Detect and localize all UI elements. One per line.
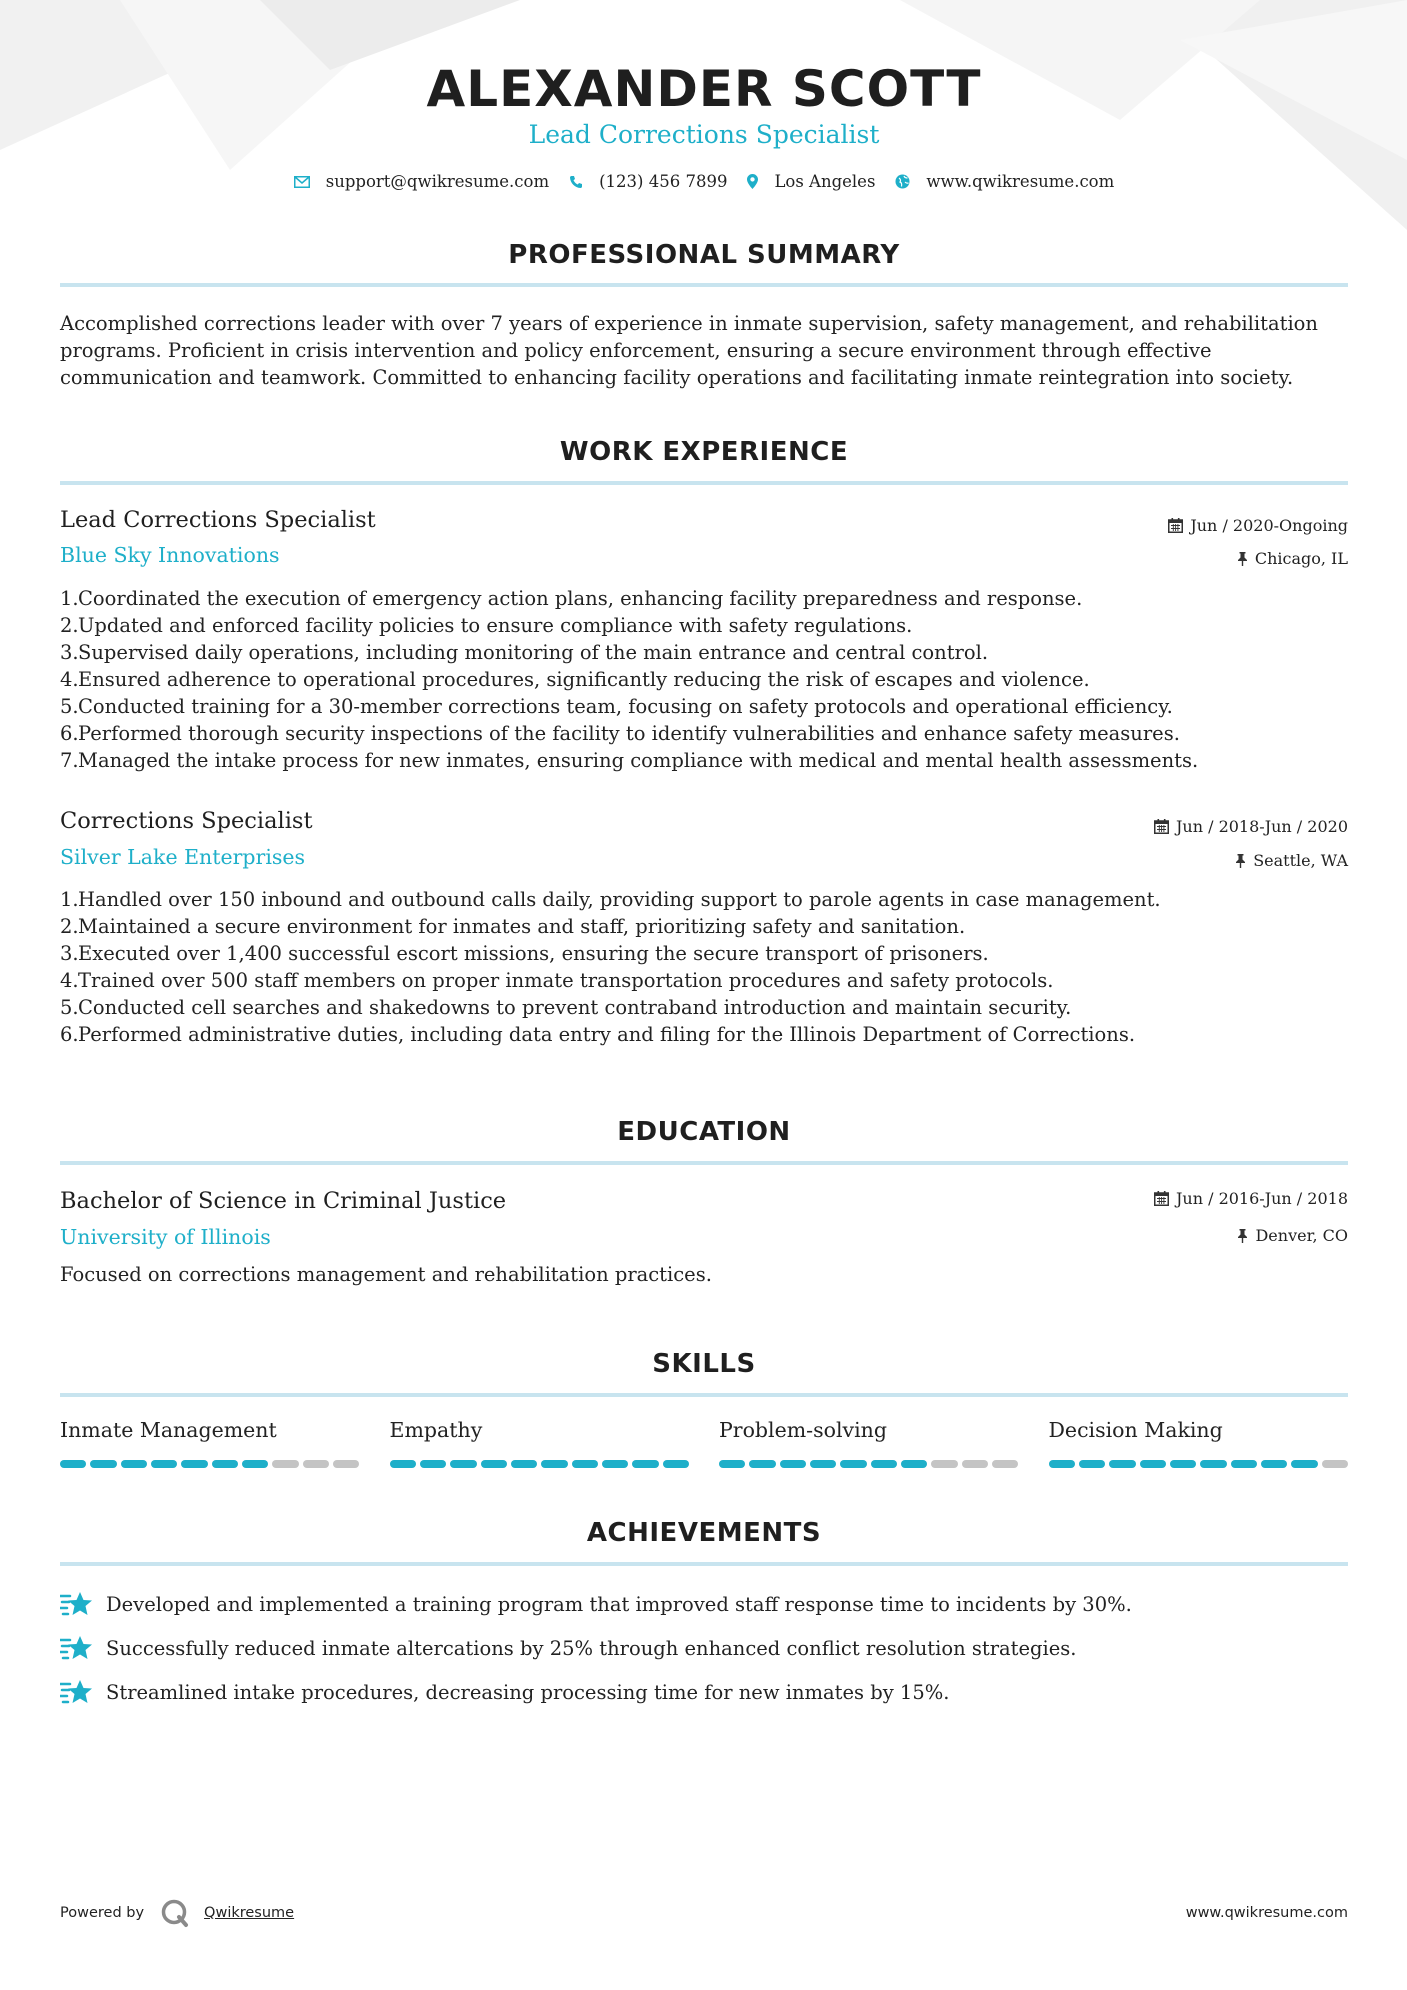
list-item: 2. Updated and enforced facility policies to ensure compliance with safety regulations. <box>60 614 913 637</box>
skill-segment-filled <box>541 1460 567 1468</box>
summary-text: Accomplished corrections leader with over 7 years of experience in inmate supervision, safety management, and rehabilitation programs. Proficient in crisis intervention and policy enforcement, ensuring a secure environment through effective communication and teamwork. Committed to enhancing facility operations and facilitating inmate reintegration into society. <box>60 312 1318 389</box>
shooting-star-icon <box>60 1678 92 1706</box>
skill-name: Problem-solving <box>719 1418 887 1442</box>
contact-phone-text: (123) 456 7899 <box>599 172 728 191</box>
skill-item <box>719 1418 1019 1468</box>
skill-segment-filled <box>1140 1460 1166 1468</box>
skill-segment-filled <box>719 1460 745 1468</box>
candidate-name: ALEXANDER SCOTT <box>426 60 982 118</box>
achievement-text: Streamlined intake procedures, decreasing processing time for new inmates by 15%. <box>106 1680 950 1704</box>
list-item: 5. Conducted training for a 30-member corrections team, focusing on safety protocols and operational efficiency. <box>60 695 1173 718</box>
contact-email[interactable] <box>294 172 549 191</box>
skill-name: Inmate Management <box>60 1418 277 1442</box>
skill-segment-filled <box>663 1460 689 1468</box>
list-item: 6. Performed thorough security inspections of the facility to identify vulnerabilities and enhance safety measures. <box>60 722 1180 745</box>
list-item: 1. Coordinated the execution of emergency action plans, enhancing facility preparedness and response. <box>60 587 1083 610</box>
skill-segment-filled <box>840 1460 866 1468</box>
shooting-star-icon <box>60 1634 92 1662</box>
education-heading: EDUCATION <box>617 1117 791 1147</box>
summary-divider <box>60 283 1348 287</box>
achievement-text: Successfully reduced inmate altercations by 25% through enhanced conflict resolution strategies. <box>106 1636 1077 1660</box>
education-location-text: Denver, CO <box>1255 1226 1348 1245</box>
shooting-star-icon <box>60 1590 92 1618</box>
experience-divider <box>60 481 1348 485</box>
calendar-icon <box>1154 1191 1169 1206</box>
contact-website[interactable] <box>895 172 1114 191</box>
education-location <box>1237 1226 1348 1245</box>
list-item: 1. Handled over 150 inbound and outbound calls daily, providing support to parole agents in case management. <box>60 888 1161 911</box>
skill-segment-filled <box>1049 1460 1075 1468</box>
footer-branding <box>60 1898 294 1928</box>
achievements-divider <box>60 1562 1348 1566</box>
list-item: 3. Executed over 1,400 successful escort missions, ensuring the secure transport of prisoners. <box>60 942 989 965</box>
contact-location-text: Los Angeles <box>774 172 876 191</box>
contact-email-text: support@qwikresume.com <box>325 172 550 191</box>
skill-segment-filled <box>602 1460 628 1468</box>
contact-row <box>60 172 1348 191</box>
job-dates <box>1168 516 1348 535</box>
education-dates-text: Jun / 2016-Jun / 2018 <box>1175 1189 1348 1208</box>
skill-segment-filled <box>810 1460 836 1468</box>
powered-by-label: Powered by <box>60 1905 145 1921</box>
job-location <box>1235 851 1348 870</box>
skill-segment-filled <box>511 1460 537 1468</box>
skill-level-bar <box>719 1460 1019 1468</box>
list-item: 2. Maintained a secure environment for inmates and staff, prioritizing safety and sanitation. <box>60 915 966 938</box>
job-title: Lead Corrections Specialist <box>60 507 376 533</box>
skill-item <box>390 1418 690 1468</box>
contact-website-text: www.qwikresume.com <box>926 172 1115 191</box>
skill-name: Decision Making <box>1048 1418 1223 1442</box>
job-title: Corrections Specialist <box>60 808 313 834</box>
skill-segment-filled <box>1291 1460 1317 1468</box>
achievement-text: Developed and implemented a training program that improved staff response time to incidents by 30%. <box>106 1592 1132 1616</box>
contact-phone[interactable] <box>569 172 727 191</box>
list-item: 4. Trained over 500 staff members on proper inmate transportation procedures and safety protocols. <box>60 969 1054 992</box>
job-company: Silver Lake Enterprises <box>60 845 306 869</box>
skill-segment-filled <box>481 1460 507 1468</box>
list-item <box>60 1670 1348 1714</box>
job-bullets <box>60 585 1348 774</box>
skill-segment-filled <box>1079 1460 1105 1468</box>
skill-segment-filled <box>60 1460 86 1468</box>
skill-segment-filled <box>420 1460 446 1468</box>
skills-divider <box>60 1393 1348 1397</box>
skill-name: Empathy <box>389 1418 483 1442</box>
summary-heading: PROFESSIONAL SUMMARY <box>508 240 900 270</box>
skill-segment-filled <box>632 1460 658 1468</box>
pushpin-icon <box>1237 1229 1248 1243</box>
footer-url[interactable]: www.qwikresume.com <box>1185 1905 1348 1921</box>
skill-segment-empty <box>962 1460 988 1468</box>
skill-level-bar <box>390 1460 690 1468</box>
calendar-icon <box>1154 819 1169 834</box>
calendar-icon <box>1168 518 1183 533</box>
skill-segment-filled <box>1170 1460 1196 1468</box>
globe-icon <box>895 174 910 189</box>
skills-grid <box>60 1418 1348 1468</box>
skill-level-bar <box>1049 1460 1349 1468</box>
skills-heading: SKILLS <box>652 1349 756 1379</box>
pushpin-icon <box>1235 854 1246 868</box>
list-item: 7. Managed the intake process for new inmates, ensuring compliance with medical and mental health assessments. <box>60 749 1199 772</box>
skill-segment-filled <box>212 1460 238 1468</box>
skill-segment-filled <box>181 1460 207 1468</box>
skill-segment-filled <box>121 1460 147 1468</box>
education-dates <box>1154 1189 1348 1208</box>
skill-segment-empty <box>992 1460 1018 1468</box>
skill-segment-filled <box>390 1460 416 1468</box>
skill-segment-filled <box>749 1460 775 1468</box>
skill-segment-filled <box>1261 1460 1287 1468</box>
skill-segment-filled <box>871 1460 897 1468</box>
achievements-list <box>60 1582 1348 1714</box>
skill-segment-filled <box>242 1460 268 1468</box>
skill-segment-filled <box>90 1460 116 1468</box>
skill-segment-filled <box>901 1460 927 1468</box>
candidate-role: Lead Corrections Specialist <box>528 120 880 149</box>
skill-level-bar <box>60 1460 360 1468</box>
list-item: 4. Ensured adherence to operational procedures, significantly reducing the risk of escapes and violence. <box>60 668 1090 691</box>
skill-segment-filled <box>1200 1460 1226 1468</box>
skill-segment-empty <box>1322 1460 1348 1468</box>
skill-segment-filled <box>151 1460 177 1468</box>
phone-icon <box>569 175 583 189</box>
skill-segment-filled <box>1109 1460 1135 1468</box>
skill-segment-empty <box>303 1460 329 1468</box>
envelope-icon <box>294 176 310 188</box>
job-company: Blue Sky Innovations <box>60 543 280 567</box>
pushpin-icon <box>1237 552 1248 566</box>
job-dates <box>1154 817 1348 836</box>
skill-segment-empty <box>272 1460 298 1468</box>
skill-segment-filled <box>572 1460 598 1468</box>
education-description: Focused on corrections management and rehabilitation practices. <box>60 1263 712 1286</box>
job-location-text: Seattle, WA <box>1253 851 1348 870</box>
contact-location <box>747 172 875 191</box>
job-dates-text: Jun / 2020-Ongoing <box>1190 516 1348 535</box>
job-dates-text: Jun / 2018-Jun / 2020 <box>1175 817 1348 836</box>
achievements-heading: ACHIEVEMENTS <box>586 1518 822 1548</box>
school-name: University of Illinois <box>60 1225 271 1249</box>
list-item <box>60 1582 1348 1626</box>
list-item: 3. Supervised daily operations, including monitoring of the main entrance and central control. <box>60 641 989 664</box>
skill-item <box>60 1418 360 1468</box>
skill-segment-empty <box>333 1460 359 1468</box>
job-location <box>1237 549 1348 568</box>
skill-item <box>1049 1418 1349 1468</box>
list-item: 6. Performed administrative duties, including data entry and filing for the Illinois Department of Corrections. <box>60 1023 1136 1046</box>
education-divider <box>60 1161 1348 1165</box>
map-pin-icon <box>747 174 758 189</box>
experience-heading: WORK EXPERIENCE <box>559 437 849 467</box>
degree-title: Bachelor of Science in Criminal Justice <box>60 1188 507 1214</box>
qwikresume-link[interactable]: Qwikresume <box>204 1905 295 1921</box>
qwikresume-logo-icon <box>160 1898 190 1928</box>
job-location-text: Chicago, IL <box>1254 549 1348 568</box>
skill-segment-empty <box>931 1460 957 1468</box>
job-bullets <box>60 886 1348 1048</box>
list-item <box>60 1626 1348 1670</box>
skill-segment-filled <box>1231 1460 1257 1468</box>
skill-segment-filled <box>780 1460 806 1468</box>
skill-segment-filled <box>450 1460 476 1468</box>
list-item: 5. Conducted cell searches and shakedowns to prevent contraband introduction and maintain security. <box>60 996 1072 1019</box>
